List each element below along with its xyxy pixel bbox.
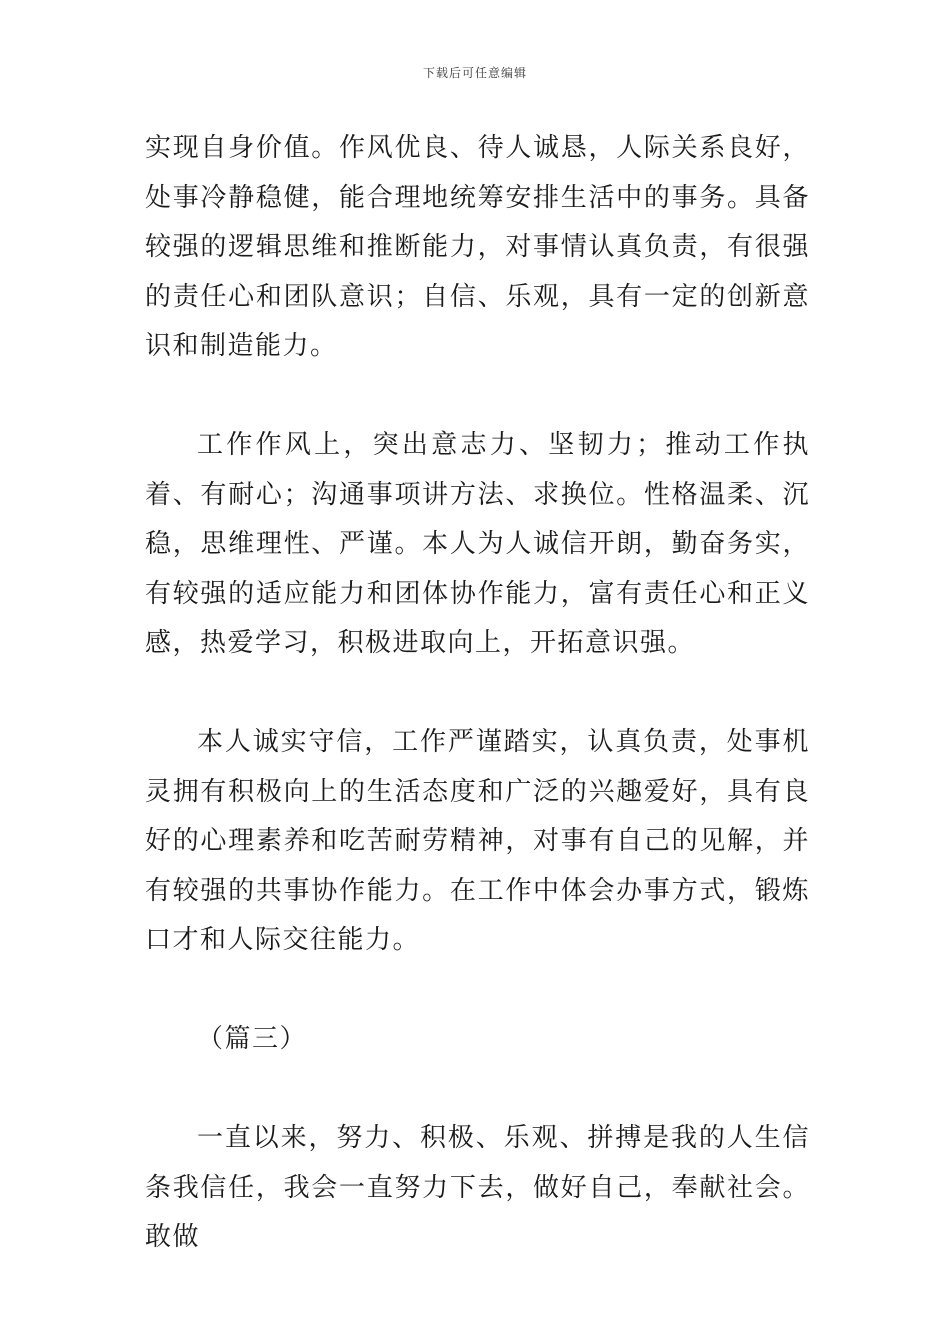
paragraph-gap bbox=[145, 1065, 810, 1115]
paragraph-1: 实现自身价值。作风优良、待人诚恳，人际关系良好，处事冷静稳健，能合理地统筹安排生活中的事务。具备较强的逻辑思维和推断能力，对事情认真负责，有很强的责任心和团队意识；自信、乐观，具有一定的创新意识和制造能力。 bbox=[145, 133, 810, 361]
document-body bbox=[145, 124, 810, 1263]
paragraph-3: 本人诚实守信，工作严谨踏实，认真负责，处事机灵拥有积极向上的生活态度和广泛的兴趣爱好，具有良好的心理素养和吃苦耐劳精神，对事有自己的见解，并有较强的共事协作能力。在工作中体会办事方式，锻炼口才和人际交往能力。 bbox=[145, 727, 810, 955]
paragraph-2: 工作作风上，突出意志力、坚韧力；推动工作执着、有耐心；沟通事项讲方法、求换位。性格温柔、沉稳，思维理性、严谨。本人为人诚信开朗，勤奋务实，有较强的适应能力和团体协作能力，富有责任心和正义感，热爱学习，积极进取向上，开拓意识强。 bbox=[145, 430, 810, 658]
page-header: 下载后可任意编辑 bbox=[422, 66, 527, 80]
section-heading: （篇三） bbox=[197, 1024, 308, 1054]
paragraph-gap bbox=[145, 669, 810, 719]
paragraph-gap bbox=[145, 966, 810, 1016]
paragraph-gap bbox=[145, 372, 810, 422]
paragraph-4: 一直以来，努力、积极、乐观、拼搏是我的人生信条我信任，我会一直努力下去，做好自己，奉献社会。敢做 bbox=[145, 1123, 810, 1252]
